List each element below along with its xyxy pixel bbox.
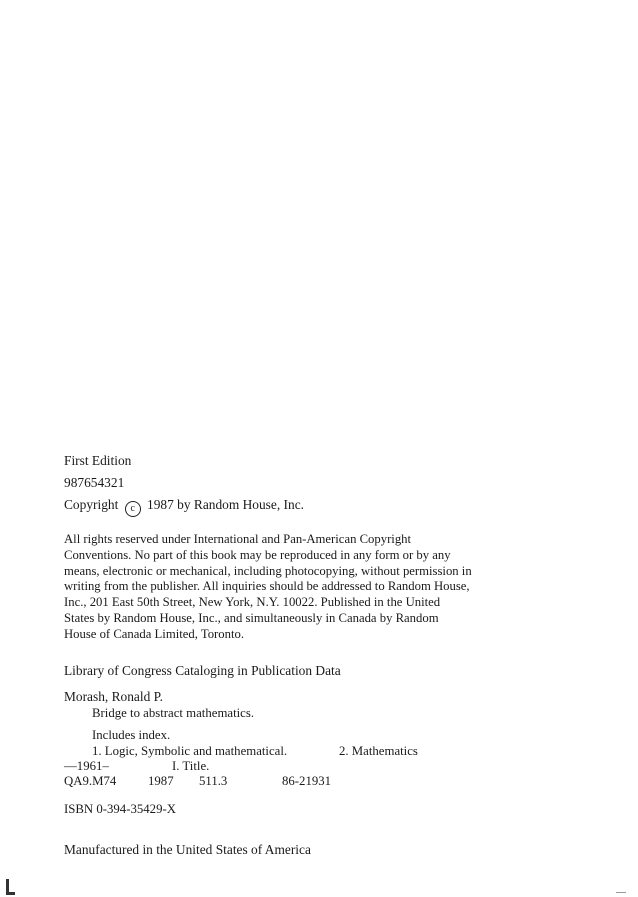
- cip-year: 1987: [148, 774, 174, 788]
- rights-line: Inc., 201 East 50th Street, New York, N.Y. 10022. Published in the United: [64, 595, 441, 610]
- cip-title-entry: I. Title.: [172, 759, 210, 773]
- rights-line: All rights reserved under International and Pan-American Copyright: [64, 532, 412, 546]
- cip-includes: Includes index.: [92, 728, 171, 742]
- crop-mark-icon: [6, 879, 15, 895]
- copyright-suffix: 1987 by Random House, Inc.: [147, 497, 304, 512]
- rights-line: means, electronic or mechanical, including photocopying, without permission in: [64, 563, 472, 578]
- rights-line: Conventions. No part of this book may be reproduced in any form or by any: [64, 547, 451, 562]
- copyright-prefix: Copyright: [64, 497, 119, 512]
- cip-dewey: 511.3: [199, 774, 228, 788]
- cip-lccn: 86-21931: [282, 774, 332, 788]
- cip-call-number: QA9.M74: [64, 774, 117, 788]
- copyright-line: [64, 496, 304, 517]
- cip-heading: Library of Congress Cataloging in Publication Data: [64, 663, 341, 678]
- rights-line: House of Canada Limited, Toronto.: [64, 626, 244, 641]
- edge-dash: [616, 892, 626, 893]
- manufactured-line: Manufactured in the United States of America: [64, 842, 311, 857]
- rights-line: writing from the publisher. All inquiries should be addressed to Random House,: [64, 579, 470, 594]
- cip-title-line: Bridge to abstract mathematics.: [92, 706, 255, 720]
- rights-line: States by Random House, Inc., and simultaneously in Canada by Random: [64, 610, 439, 625]
- copyright-symbol-icon: c: [125, 501, 141, 517]
- cip-year-line: —1961–: [64, 759, 109, 773]
- rights-paragraph: [64, 532, 534, 643]
- edition-label: First Edition: [64, 453, 132, 468]
- cip-subject-1: 1. Logic, Symbolic and mathematical.: [92, 744, 288, 758]
- isbn-line: ISBN 0-394-35429-X: [64, 802, 176, 816]
- printing-line: 987654321: [64, 475, 125, 490]
- cip-author: Morash, Ronald P.: [64, 689, 163, 704]
- cip-subject-2: 2. Mathematics: [339, 744, 418, 758]
